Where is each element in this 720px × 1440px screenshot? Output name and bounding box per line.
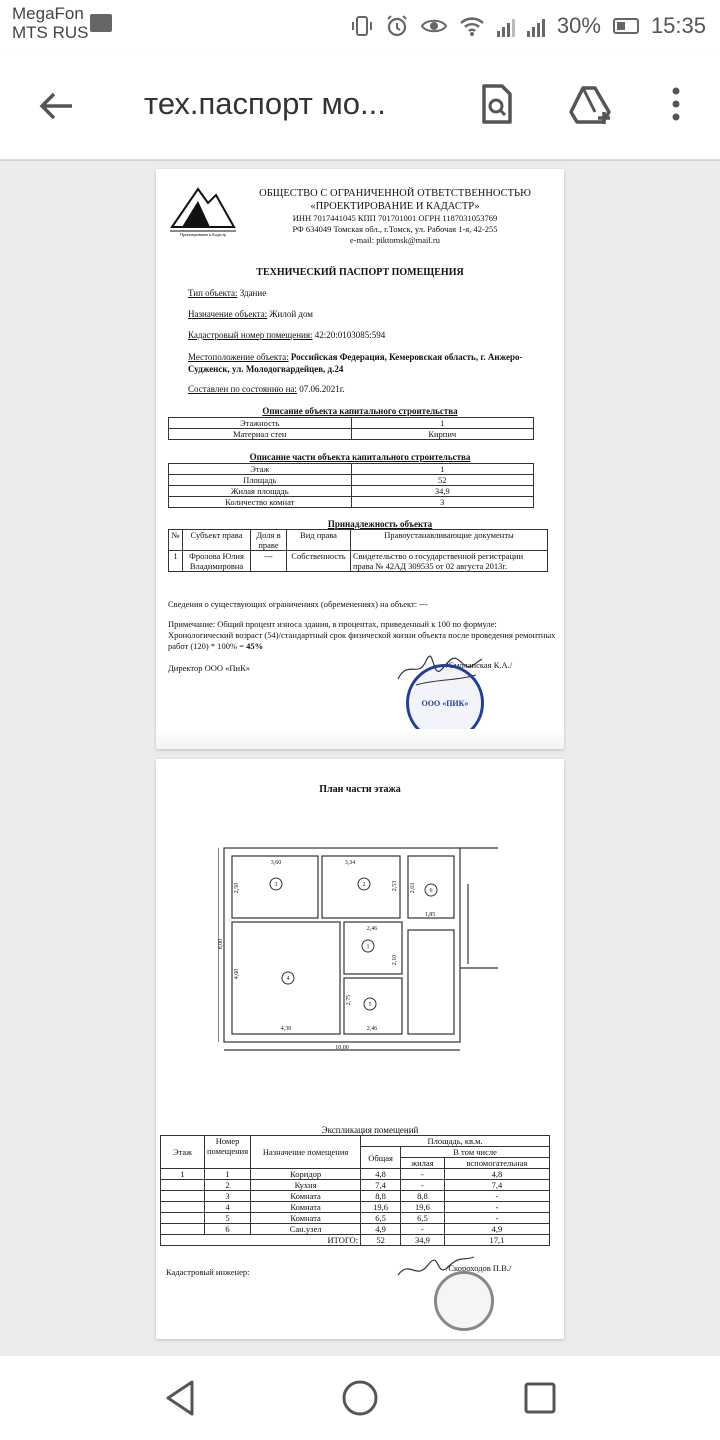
room-3-label: 3 (274, 882, 278, 888)
restrictions-text: Сведения о существующих ограничениях (обременениях) на объект: --- (168, 599, 428, 609)
org-line-5: e-mail: piktomsk@mail.ru (350, 235, 440, 245)
svg-text:3,34: 3,34 (344, 860, 356, 866)
table-capital-object (168, 417, 534, 440)
room-1-label: 1 (366, 944, 370, 950)
engineer-stamp (434, 1271, 494, 1331)
svg-text:2,46: 2,46 (366, 1026, 378, 1032)
org-line-3: ИНН 7017441045 КПП 701701001 ОГРН 1187031053769 (292, 213, 498, 223)
carrier-2: MTS RUS (12, 23, 89, 42)
table-row: 2 Кухня 7,4 - 7,4 (161, 1180, 550, 1191)
table-header-row: Общая В том числе (161, 1147, 550, 1158)
table-total-row: ИТОГО: 52 34,9 17,1 (161, 1235, 550, 1246)
add-to-drive-icon[interactable] (568, 82, 612, 126)
svg-text:10,00: 10,00 (335, 1045, 349, 1051)
table-row: 1 Фролова Юлия Владимировна --- Собственность Свидетельство о государственной регистрации права № 42АД 309535 от 02 августа 2013г. (169, 551, 548, 572)
room-2-label: 2 (362, 882, 366, 888)
table-header-row: Этаж Номер помещения Назначение помещения Площадь, кв.м. (161, 1136, 550, 1147)
back-triangle-icon[interactable] (158, 1376, 202, 1420)
room-6-label: 6 (429, 888, 433, 894)
svg-text:2,53: 2,53 (392, 880, 398, 892)
floor-plan (218, 844, 498, 1054)
more-vert-icon[interactable] (654, 82, 698, 126)
engineer-name: /Скороходов П.В./ (446, 1263, 512, 1273)
engineer-label: Кадастровый инженер: (166, 1267, 250, 1277)
recents-square-icon[interactable] (518, 1376, 562, 1420)
depreciation-note: Примечание: Общий процент износа здания, в процентах, приведенный к 100 по формуле: Хронологический возраст (54)/стандартный срок физической жизни объекта после проведения ремонтных работ (120) * 100% = 45% (168, 619, 556, 651)
table-row: 6 Сан.узел 4,9 - 4,9 (161, 1224, 550, 1235)
explication-title: Экспликация помещений (321, 1125, 419, 1135)
org-line-1: ОБЩЕСТВО С ОГРАНИЧЕННОЙ ОТВЕТСТВЕННОСТЬЮ (259, 188, 531, 199)
table-object-part (168, 463, 534, 508)
svg-text:4,30: 4,30 (280, 1026, 292, 1032)
svg-text:2,75: 2,75 (346, 994, 352, 1006)
table-row: Этажность 1 (169, 418, 534, 429)
field-compiled: Составлен по состоянию на: 07.06.2021г. (188, 384, 345, 394)
director-label: Директор ООО «ПиК» (168, 663, 251, 673)
section-2-title: Описание части объекта капитального строительства (249, 452, 471, 462)
table-row: Площадь 52 (169, 475, 534, 486)
signal-2-icon (527, 15, 545, 37)
gallery-notification-icon (90, 14, 112, 32)
table-row: 3 Комната 8,8 8,8 - (161, 1191, 550, 1202)
svg-text:2,63: 2,63 (410, 882, 416, 894)
section-3-title: Принадлежность объекта (327, 519, 433, 529)
field-type: Тип объекта: Здание (188, 288, 267, 298)
field-purpose: Назначение объекта: Жилой дом (188, 309, 313, 319)
svg-text:8,00: 8,00 (218, 938, 224, 950)
document-title: тех.паспорт мо... (144, 86, 386, 121)
document-page-1 (156, 169, 564, 749)
field-location: Местоположение объекта: Российская Федерация, Кемеровская область, г. Анжеро-Судженск, ул. Молодогвардейцев, д.24 (188, 352, 523, 374)
home-circle-icon[interactable] (338, 1376, 382, 1420)
back-arrow-icon[interactable] (36, 86, 76, 126)
svg-text:1,85: 1,85 (424, 912, 436, 918)
logo-text: Проектирование и Кадастр (179, 232, 227, 237)
search-document-icon[interactable] (474, 82, 518, 126)
table-row: 5 Комната 6,5 6,5 - (161, 1213, 550, 1224)
company-stamp: ООО «ПИК» (406, 664, 484, 742)
battery-icon (613, 18, 639, 34)
eye-icon (421, 14, 447, 38)
pdf-viewer[interactable] (0, 161, 720, 1356)
room-4-label: 4 (286, 976, 290, 982)
table-row: 4 Комната 19,6 19,6 - (161, 1202, 550, 1213)
system-nav-bar (0, 1356, 720, 1440)
carrier-1: MegaFon (12, 4, 84, 23)
table-ownership (168, 529, 548, 572)
carrier-info (12, 4, 89, 42)
svg-text:4,60: 4,60 (234, 968, 240, 980)
table-row: Этаж 1 (169, 464, 534, 475)
battery-percent: 30% (556, 13, 601, 38)
plan-title: План части этажа (319, 784, 401, 795)
table-header-row: № Субъект права Доля в праве Вид права Правоустанавливающие документы (169, 530, 548, 551)
app-bar (0, 52, 720, 160)
status-bar (0, 0, 720, 52)
org-line-2: «ПРОЕКТИРОВАНИЕ И КАДАСТР» (310, 201, 480, 212)
table-row: Материал стен Кирпич (169, 429, 534, 440)
organization-header (156, 187, 564, 246)
svg-text:2,10: 2,10 (392, 954, 398, 966)
scan-edge (156, 729, 564, 749)
vibrate-icon (351, 14, 373, 38)
table-row: Жилая площадь 34,9 (169, 486, 534, 497)
document-page-2 (156, 759, 564, 1339)
doc-title: ТЕХНИЧЕСКИЙ ПАСПОРТ ПОМЕЩЕНИЯ (256, 267, 464, 278)
svg-text:2,46: 2,46 (366, 926, 378, 932)
table-row: Количество комнат 3 (169, 497, 534, 508)
table-row: 1 1 Коридор 4,8 - 4,8 (161, 1169, 550, 1180)
table-header-row: жилая вспомогательная (161, 1158, 550, 1169)
room-5-label: 5 (368, 1002, 372, 1008)
alarm-icon (385, 14, 409, 38)
wifi-icon (459, 15, 485, 37)
director-name: /Смоланская К.А./ (446, 660, 513, 670)
signal-1-icon (497, 15, 515, 37)
status-icons (351, 8, 706, 44)
clock: 15:35 (650, 13, 706, 38)
svg-text:3,60: 3,60 (270, 860, 282, 866)
svg-text:2,50: 2,50 (234, 882, 240, 894)
section-1-title: Описание объекта капитального строительства (262, 406, 458, 416)
field-cadastral: Кадастровый номер помещения: 42:20:0103085:594 (188, 330, 386, 340)
org-line-4: РФ 634049 Томская обл., г.Томск, ул. Рабочая 1-я, 42-255 (292, 224, 498, 234)
table-explication (160, 1135, 550, 1246)
